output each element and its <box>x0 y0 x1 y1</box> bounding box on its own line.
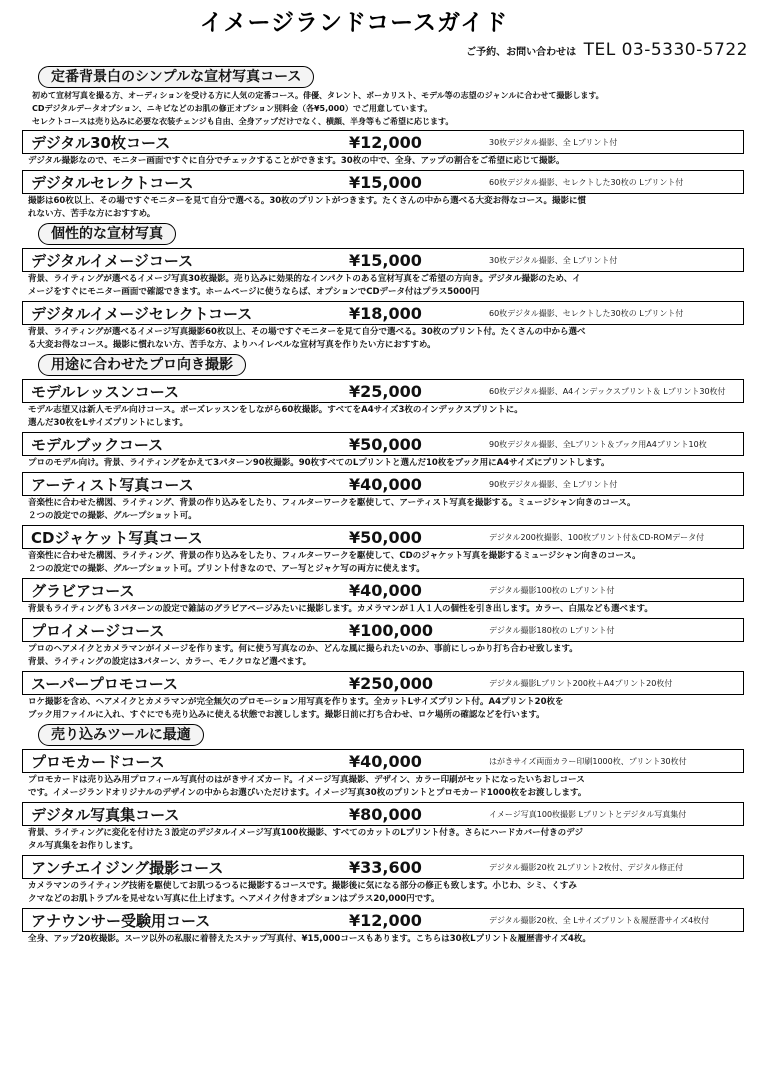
course-section <box>22 724 744 946</box>
course-price: ¥15,000 <box>349 250 422 270</box>
description-line: タル写真集をお作りします。 <box>28 841 138 851</box>
course-price: ¥100,000 <box>349 620 434 640</box>
course-price: ¥40,000 <box>349 580 422 600</box>
description-line: ２つの設定での撮影、グループショット可。 <box>28 511 197 521</box>
course-description <box>22 325 744 352</box>
course-name: デジタル30枚コース <box>31 133 171 152</box>
course-detail: 90枚デジタル撮影、全 Lプリント付 <box>489 479 618 489</box>
course-description <box>22 272 744 299</box>
course-header <box>22 908 744 932</box>
description-line: 撮影は60枚以上、その場ですぐモニターを見て自分で選べる。30枚のプリントがつきます。たくさんの中から選べる大変お得なコース。撮影に慣 <box>28 196 586 206</box>
description-line: 背景、ライティングが選べるイメージ写真撮影60枚以上、その場ですぐモニターを見て自分で選べる。30枚のプリント付。たくさんの中から選べ <box>28 327 586 337</box>
course-detail: 60枚デジタル撮影、セレクトした30枚の Lプリント付 <box>489 177 684 187</box>
course-header <box>22 525 744 549</box>
course-item <box>22 170 744 221</box>
course-header <box>22 578 744 602</box>
course-price: ¥15,000 <box>349 172 422 192</box>
course-header <box>22 671 744 695</box>
description-line: カメラマンのライティング技術を駆使してお肌つるつるに撮影するコースです。撮影後に気になる部分の修正も致します。小じわ、シミ、くすみ <box>28 881 577 891</box>
course-item <box>22 130 744 168</box>
description-line: 背景、ライティングの設定は3パターン、カラー、モノクロなど選べます。 <box>28 657 312 667</box>
description-line: プロモカードは売り込み用プロフィール写真付のはがきサイズカード。イメージ写真撮影、デザイン、カラー印刷がセットになったいちおしコース <box>28 775 585 785</box>
course-name: アーティスト写真コース <box>31 475 194 494</box>
course-name: スーパープロモコース <box>31 674 179 693</box>
course-price: ¥18,000 <box>349 303 422 323</box>
course-description <box>22 695 744 722</box>
course-detail: 60枚デジタル撮影、セレクトした30枚の Lプリント付 <box>489 308 684 318</box>
course-description <box>22 403 744 430</box>
course-name: デジタルイメージセレクトコース <box>31 304 253 323</box>
description-line: モデル志望又は新人モデル向けコース。ポーズレッスンをしながら60枚撮影。すべてをA4サイズ3枚のインデックスプリントに。 <box>28 405 523 415</box>
course-detail: 30枚デジタル撮影、全 Lプリント付 <box>489 137 618 147</box>
course-item <box>22 248 744 299</box>
description-line: デジタル撮影なので、モニター画面ですぐに自分でチェックすることができます。30枚の中で、全身、アップの割合をご希望に応じて撮影。 <box>28 156 565 166</box>
course-price: ¥25,000 <box>349 381 422 401</box>
course-detail: デジタル撮影Lプリント200枚＋A4プリント20枚付 <box>489 678 673 688</box>
course-description <box>22 154 744 168</box>
course-header <box>22 802 744 826</box>
description-line: です。イメージランドオリジナルのデザインの中からお選びいただけます。イメージ写真30枚のプリントとプロモカード1000枚をお渡しします。 <box>28 788 587 798</box>
description-line: 選んだ30枚をLサイズプリントにします。 <box>28 418 189 428</box>
course-price: ¥12,000 <box>349 910 422 930</box>
contact-info <box>466 40 748 60</box>
note-line: CDデジタルデータオプション、ニキビなどのお肌の修正オプション別料金（各¥5,000）でご用意しています。 <box>32 104 433 113</box>
course-name: デジタルセレクトコース <box>31 173 194 192</box>
course-price: ¥40,000 <box>349 751 422 771</box>
description-line: 背景、ライティングに変化を付けた３設定のデジタルイメージ写真100枚撮影、すべてのカットのLプリント付き。さらにハードカバー付きのデジ <box>28 828 584 838</box>
course-name: プロイメージコース <box>31 621 165 640</box>
course-price: ¥50,000 <box>349 434 422 454</box>
section-heading: 用途に合わせたプロ向き撮影 <box>38 354 246 376</box>
description-line: プロのヘアメイクとカメラマンがイメージを作ります。何に使う写真なのか、どんな風に撮られたいのか、事前にしっかり打ち合わせ致します。 <box>28 644 578 654</box>
description-line: 全身、アップ20枚撮影。スーツ以外の私服に着替えたスナップ写真付、¥15,000コースもあります。こちらは30枚Lプリント＆履歴書サイズ4枚。 <box>28 934 591 944</box>
course-header <box>22 749 744 773</box>
description-line: プロのモデル向け。背景、ライティングをかえて3パターン90枚撮影。90枚すべてのLプリントと選んだ10枚をブック用にA4サイズにプリントします。 <box>28 458 610 468</box>
description-line: れない方、苦手な方におすすめ。 <box>28 209 156 219</box>
course-name: アナウンサー受験用コース <box>31 911 211 930</box>
course-item <box>22 855 744 906</box>
course-name: デジタル写真集コース <box>31 805 180 824</box>
course-header <box>22 855 744 879</box>
course-description <box>22 932 744 946</box>
course-header <box>22 130 744 154</box>
course-item <box>22 618 744 669</box>
course-item <box>22 802 744 853</box>
course-description <box>22 642 744 669</box>
description-line: 音楽性に合わせた構図、ライティング、背景の作り込みをしたり、フィルターワークを駆使して、アーティスト写真を撮影する。ミュージシャン向きのコース。 <box>28 498 636 508</box>
course-header <box>22 618 744 642</box>
course-description <box>22 879 744 906</box>
course-price: ¥40,000 <box>349 474 422 494</box>
course-header <box>22 432 744 456</box>
course-detail: 60枚デジタル撮影、A4インデックスプリント＆ Lプリント30枚付 <box>489 386 726 396</box>
course-name: プロモカードコース <box>31 752 165 771</box>
description-line: メージをすぐにモニター画面で確認できます。ホームページに使うならば、オプションでCDデータ付はプラス5000円 <box>28 287 480 297</box>
section-heading: 売り込みツールに最適 <box>38 724 204 746</box>
course-price: ¥33,600 <box>349 857 422 877</box>
section-notes <box>22 89 744 128</box>
course-header <box>22 379 744 403</box>
course-detail: デジタル撮影20枚 2Lプリント2枚付、デジタル修正付 <box>489 862 684 872</box>
contact-label: ご予約、お問い合わせは <box>466 47 577 58</box>
course-description <box>22 826 744 853</box>
course-detail: デジタル撮影20枚、全 Lサイズプリント＆履歴書サイズ4枚付 <box>489 915 710 925</box>
description-line: 背景、ライティングが選べるイメージ写真30枚撮影。売り込みに効果的なインパクトのある宣材写真をご希望の方向き。デジタル撮影のため、イ <box>28 274 581 284</box>
course-guide <box>22 64 744 946</box>
course-price: ¥50,000 <box>349 527 422 547</box>
course-price: ¥80,000 <box>349 804 422 824</box>
course-description <box>22 549 744 576</box>
course-header <box>22 170 744 194</box>
course-item <box>22 301 744 352</box>
course-price: ¥12,000 <box>349 132 422 152</box>
course-description <box>22 456 744 470</box>
course-price: ¥250,000 <box>349 673 434 693</box>
course-item <box>22 379 744 430</box>
course-header <box>22 472 744 496</box>
course-detail: 90枚デジタル撮影、全Lプリント＆ブック用A4プリント10枚 <box>489 439 707 449</box>
description-line: 音楽性に合わせた構図、ライティング、背景の作り込みをしたり、フィルターワークを駆使して、CDのジャケット写真を撮影するミュージシャン向きのコース。 <box>28 551 641 561</box>
course-detail: デジタル撮影180枚の Lプリント付 <box>489 625 615 635</box>
course-detail: 30枚デジタル撮影、全 Lプリント付 <box>489 255 618 265</box>
course-section <box>22 66 744 221</box>
course-description <box>22 194 744 221</box>
description-line: ブック用ファイルに入れ、すぐにでも売り込みに使える状態でお渡しします。撮影日前に打ち合わせ、ロケ場所の確認などを行います。 <box>28 710 545 720</box>
course-description <box>22 773 744 800</box>
course-item <box>22 908 744 946</box>
course-item <box>22 525 744 576</box>
course-detail: デジタル200枚撮影、100枚プリント付＆CD-ROMデータ付 <box>489 532 705 542</box>
course-name: モデルレッスンコース <box>31 382 179 401</box>
description-line: クマなどのお肌トラブルを見せない写真に仕上げます。ヘアメイク付きオプションはプラス20,000円です。 <box>28 894 440 904</box>
description-line: ２つの設定での撮影、グループショット可。プリント付きなので、アー写とジャケ写の両方に使えます。 <box>28 564 425 574</box>
course-header <box>22 248 744 272</box>
course-description <box>22 496 744 523</box>
course-name: CDジャケット写真コース <box>31 528 203 547</box>
course-item <box>22 432 744 470</box>
course-name: アンチエイジング撮影コース <box>31 858 224 877</box>
description-line: る大変お得なコース。撮影に慣れない方、苦手な方、よりハイレベルな宣材写真を作りたい方におすすめ。 <box>28 340 436 350</box>
course-item <box>22 671 744 722</box>
course-item <box>22 472 744 523</box>
course-section <box>22 223 744 352</box>
course-item <box>22 578 744 616</box>
course-name: デジタルイメージコース <box>31 251 194 270</box>
note-line: 初めて宣材写真を撮る方、オーディションを受ける方に人気の定番コース。俳優、タレント、ボーカリスト、モデル等の志望のジャンルに合わせて撮影します。 <box>32 91 604 100</box>
phone-number[interactable]: TEL 03-5330-5722 <box>583 40 748 60</box>
course-item <box>22 749 744 800</box>
note-line: セレクトコースは売り込みに必要な衣装チェンジも自由、全身アップだけでなく、横顔、半身等もご希望に応じます。 <box>32 117 454 126</box>
description-line: 背景もライティングも３パターンの設定で雑誌のグラビアページみたいに撮影します。カメラマンが１人１人の個性を引き出します。カラー、白黒なども選べます。 <box>28 604 653 614</box>
page-title: イメージランドコースガイド <box>199 10 509 36</box>
course-header <box>22 301 744 325</box>
course-name: モデルブックコース <box>31 435 164 454</box>
course-detail: はがきサイズ両面カラー印刷1000枚、プリント30枚付 <box>489 756 687 766</box>
course-section <box>22 354 744 722</box>
section-heading: 個性的な宣材写真 <box>38 223 176 245</box>
section-heading: 定番背景白のシンプルな宣材写真コース <box>38 66 314 88</box>
course-name: グラビアコース <box>31 581 135 600</box>
course-description <box>22 602 744 616</box>
course-detail: デジタル撮影100枚の Lプリント付 <box>489 585 615 595</box>
description-line: ロケ撮影を含め、ヘアメイクとカメラマンが完全無欠のプロモーション用写真を作ります。全カットLサイズプリント付。A4プリント20枚を <box>28 697 564 707</box>
course-detail: イメージ写真100枚撮影 Lプリントとデジタル写真集付 <box>489 809 687 819</box>
